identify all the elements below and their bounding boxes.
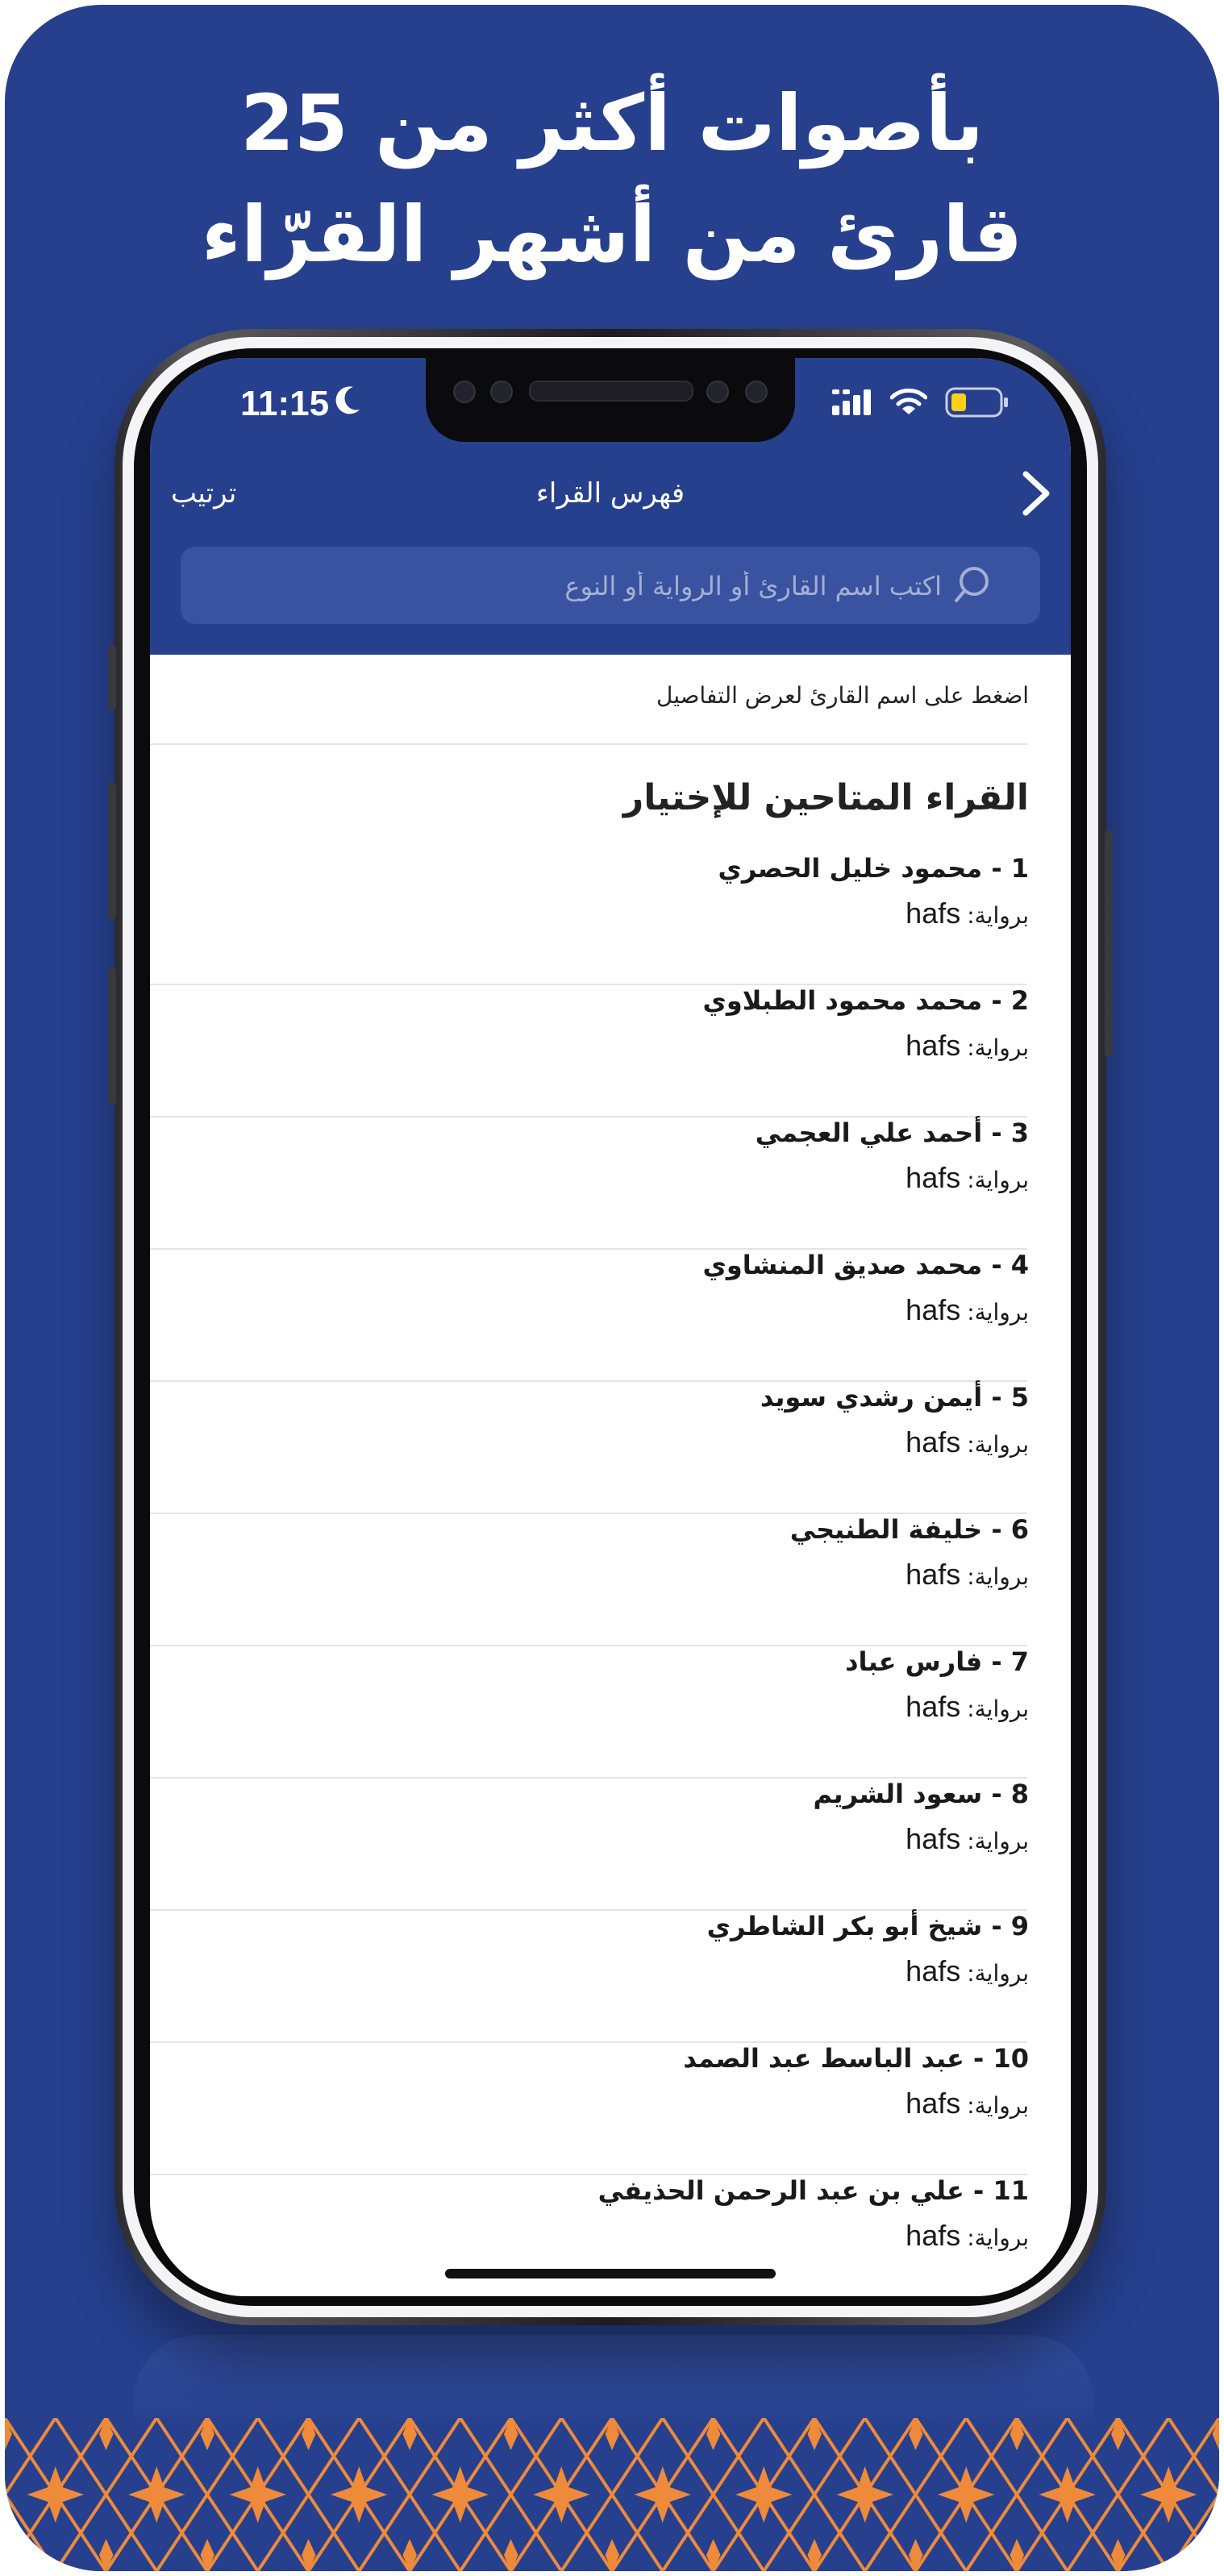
reciter-row[interactable] [150,1117,1071,1250]
reciter-name: 11 - علي بن عبد الرحمن الحذيفي [597,2175,1029,2206]
app-screen [150,358,1071,2296]
power-button [1105,830,1113,1056]
riwaya-label: برواية: [967,1696,1029,1722]
riwaya-label: برواية: [967,1563,1029,1590]
search-input[interactable] [295,547,943,626]
riwaya-value: hafs [906,2219,961,2252]
reciter-riwaya [906,2219,1029,2253]
reciter-row[interactable] [150,1646,1071,1779]
section-title: القراء المتاحين للإختيار [622,777,1029,818]
riwaya-value: hafs [906,1293,961,1326]
riwaya-value: hafs [906,1161,961,1194]
moon-icon [334,385,361,416]
reciter-row[interactable] [150,2043,1071,2175]
reciter-riwaya [906,1161,1029,1195]
wifi-icon [890,389,927,416]
reciter-name: 2 - محمد محمود الطبلاوي [702,985,1029,1016]
app-header [150,358,1071,655]
riwaya-value: hafs [906,1690,961,1723]
reciter-name: 10 - عبد الباسط عبد الصمد [683,2043,1029,2074]
sort-button[interactable]: ترتيب [171,477,237,510]
reciter-riwaya [906,1690,1029,1724]
promo-headline [5,68,1219,290]
reciter-name: 9 - شيخ أبو بكر الشاطري [706,1911,1029,1941]
riwaya-label: برواية: [967,1034,1029,1061]
reciter-name: 6 - خليفة الطنيجي [789,1514,1029,1545]
reciter-riwaya [906,1558,1029,1592]
riwaya-label: برواية: [967,902,1029,929]
reciter-row[interactable] [150,1779,1071,1911]
camera-icon [453,381,476,403]
reciter-row[interactable] [150,1250,1071,1382]
reciter-riwaya [906,1954,1029,1988]
reciter-riwaya [906,1425,1029,1459]
reciter-riwaya [906,897,1029,930]
volume-down-button [108,968,116,1105]
volume-up-button-2 [108,782,116,919]
reciter-riwaya [906,1822,1029,1856]
riwaya-label: برواية: [967,1828,1029,1854]
battery-icon [945,387,1010,418]
riwaya-value: hafs [906,1425,961,1459]
search-icon [953,564,995,606]
reciter-name: 8 - سعود الشريم [813,1779,1029,1809]
riwaya-label: برواية: [967,2224,1029,2251]
riwaya-value: hafs [906,1029,961,1062]
hint-text: اضغط على اسم القارئ لعرض التفاصيل [656,682,1029,709]
reciter-riwaya [906,2087,1029,2120]
divider [150,743,1027,745]
reciter-riwaya [906,1293,1029,1327]
riwaya-label: برواية: [967,1960,1029,1987]
reciter-name: 5 - أيمن رشدي سويد [760,1382,1029,1413]
reciter-row[interactable] [150,853,1071,985]
page-title: فهرس القراء [535,477,685,510]
status-time: 11:15 [240,384,330,423]
reciter-row[interactable] [150,1514,1071,1646]
reciter-row[interactable] [150,1911,1071,2043]
reciter-name: 3 - أحمد علي العجمي [755,1117,1029,1148]
chevron-right-icon[interactable] [1018,469,1056,518]
riwaya-label: برواية: [967,1431,1029,1458]
reciter-name: 1 - محمود خليل الحصري [718,853,1029,884]
status-icons [832,387,1010,418]
riwaya-label: برواية: [967,2092,1029,2119]
riwaya-value: hafs [906,1822,961,1855]
sensor-icon [490,381,513,403]
reciter-row[interactable] [150,1382,1071,1514]
decorative-pattern [5,2418,1219,2571]
riwaya-value: hafs [906,2087,961,2120]
sensor-icon [745,381,768,403]
search-bar [181,547,1040,624]
phone-notch [426,358,795,442]
signal-icon [832,389,872,415]
riwaya-value: hafs [906,1558,961,1591]
home-indicator[interactable] [445,2269,776,2278]
riwaya-label: برواية: [967,1167,1029,1193]
volume-up-button [108,645,116,710]
riwaya-value: hafs [906,1954,961,1987]
promo-line-1: بأصوات أكثر من 25 [240,78,984,169]
reciter-row[interactable] [150,985,1071,1117]
speaker-grille [529,381,693,402]
riwaya-value: hafs [906,897,961,930]
reciter-riwaya [906,1029,1029,1063]
sensor-icon [706,381,729,403]
reciter-name: 7 - فارس عباد [845,1646,1029,1677]
riwaya-label: برواية: [967,1299,1029,1325]
promo-line-2: قارئ من أشهر القرّاء [201,189,1023,280]
reciter-name: 4 - محمد صديق المنشاوي [702,1250,1029,1280]
